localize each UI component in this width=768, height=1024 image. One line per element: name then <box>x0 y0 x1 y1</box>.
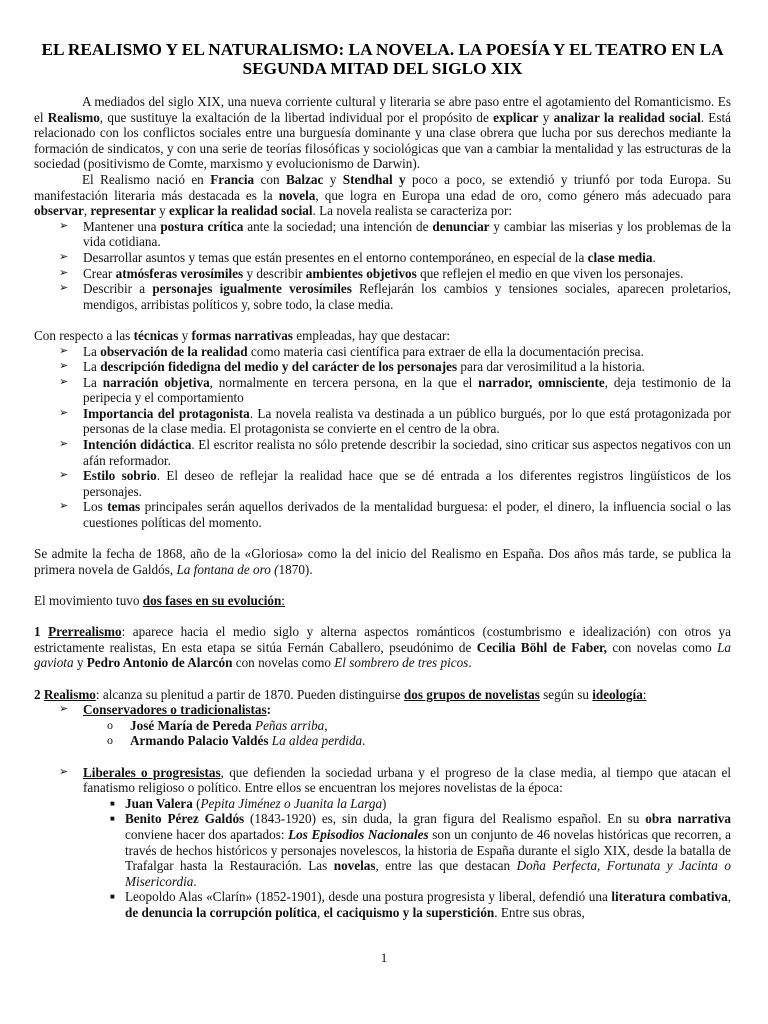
text: , <box>83 203 91 219</box>
italic-title: El sombrero de tres picos <box>334 655 469 671</box>
text: conviene hacer dos apartados: <box>125 826 289 842</box>
arrow-bullet-icon: ➢ <box>59 282 69 295</box>
list-item <box>34 281 731 312</box>
text: : <box>281 593 285 608</box>
text: que reflejen el medio en que viven los personajes. <box>416 265 684 281</box>
text: y describir <box>243 265 306 281</box>
italic-title: La gaviota <box>34 639 731 671</box>
phases-paragraph <box>34 593 731 609</box>
text: , <box>727 889 731 905</box>
text: son un conjunto de 46 novelas históricas que recorren, a través de hechos históricos y personajes novelescos, la historia de España durante el siglo XIX, desde la batalla de Trafalgar hasta la Restauración. Las <box>125 826 731 874</box>
text: , entre las que destacan <box>375 858 517 874</box>
conservative-authors-list <box>34 718 731 749</box>
text: principales serán aquellos derivados de la mentalidad burguesa: el poder, el dinero, la influencia social o las cuestiones políticas del momento. <box>83 499 732 531</box>
text: : <box>266 702 272 718</box>
italic-title: La aldea perdida <box>268 733 363 749</box>
text: , deja testimonio de la peripecia y el comportamiento <box>83 374 731 406</box>
bold-term: obra narrativa <box>645 811 731 827</box>
bold-term: técnicas <box>133 327 179 343</box>
italic-title: Los Episodios Nacionales <box>288 826 429 842</box>
underlined-term: Liberales o progresistas <box>83 764 221 780</box>
text: según su <box>539 686 593 702</box>
bold-term: Realismo <box>47 109 100 125</box>
text: : <box>642 686 647 702</box>
text: como materia casi científica para extraer de ella la documentación precisa. <box>247 343 644 359</box>
text: . <box>362 733 366 749</box>
text: ( <box>192 795 201 811</box>
bold-term: descripción fidedigna del medio y del carácter de los personajes <box>100 359 458 375</box>
section-number: 1 <box>34 624 49 640</box>
text: . El escritor realista no sólo pretende describir la sociedad, sino criticar sus aspectos negativos con un afán reformador. <box>83 437 731 468</box>
list-item <box>34 406 731 437</box>
underlined-term: Prerrealismo <box>48 624 122 640</box>
bold-term: Cecilia Böhl de Faber, <box>476 639 607 655</box>
bold-term: Intención didáctica <box>83 437 192 453</box>
text: poco a poco, se extendió y triunfó por toda Europa. Su manifestación literaria más destacada es la <box>34 171 732 203</box>
text: (1843-1920) es, sin duda, la gran figura del Realismo español. En su <box>244 811 646 827</box>
text: Reflejarán los cambios y tensiones sociales, aparecen proletarios, mendigos, arribistas políticos y, sobre todo, la clase media. <box>83 281 731 312</box>
list-item <box>34 889 731 920</box>
text: con novelas como <box>606 639 718 655</box>
bold-term: ambientes objetivos <box>305 265 417 281</box>
text: La <box>83 343 101 359</box>
arrow-bullet-icon: ➢ <box>59 438 69 451</box>
techniques-list <box>34 344 731 531</box>
bold-term: Francia <box>210 171 255 187</box>
list-item <box>34 437 731 468</box>
page-number: 1 <box>380 950 388 965</box>
document-title: EL REALISMO Y EL NATURALISMO: LA NOVELA. LA POESÍA Y EL TEATRO EN LA SEGUNDA MITAD DEL SIGLO XIX <box>41 40 724 78</box>
text: La <box>83 374 103 390</box>
text: Desarrollar asuntos y temas que están presentes en el entorno contemporáneo, en especial de la <box>83 249 588 265</box>
square-bullet-icon: ■ <box>110 814 115 824</box>
arrow-bullet-icon: ➢ <box>59 765 69 778</box>
italic-title: La fontana de oro ( <box>176 561 279 577</box>
list-item <box>34 811 731 889</box>
arrow-bullet-icon: ➢ <box>59 219 69 232</box>
bold-term: Stendhal y <box>342 171 406 187</box>
text: 1870). <box>278 561 313 577</box>
date-paragraph <box>34 546 731 577</box>
text: . La novela realista se caracteriza por: <box>312 203 513 219</box>
text: y <box>323 171 343 187</box>
list-item <box>34 375 731 406</box>
arrow-bullet-icon: ➢ <box>59 469 69 482</box>
text: El Realismo nació en <box>82 171 211 187</box>
bold-term: representar <box>90 203 156 219</box>
text: : alcanza su plenitud a partir de 1870. Pueden distinguirse <box>95 686 404 702</box>
text: y cambiar las miserias y los problemas de la vida cotidiana. <box>83 218 732 250</box>
liberal-group <box>34 765 731 796</box>
text: Con respecto a las <box>34 327 134 343</box>
list-item <box>34 359 731 375</box>
underlined-term: Realismo <box>43 686 96 702</box>
text: ante la sociedad; una intención de <box>243 218 433 234</box>
intro-paragraph <box>34 94 731 172</box>
bold-term: el caciquismo y la superstición <box>323 904 495 920</box>
spacer <box>34 749 731 765</box>
underlined-term: dos fases en su evolución <box>142 593 282 608</box>
bold-term: de denuncia la corrupción política <box>125 904 317 920</box>
bold-term: Balzac <box>286 171 324 187</box>
list-item <box>34 250 731 266</box>
bold-term: explicar la realidad social <box>169 203 313 219</box>
techniques-intro <box>34 328 731 344</box>
arrow-bullet-icon: ➢ <box>59 344 69 357</box>
bold-term: denunciar <box>432 218 490 234</box>
underlined-term: Conservadores o tradicionalistas <box>83 702 267 718</box>
text: . Está relacionado con los conflictos sociales entre una burguesía dominante y una clase obrera que lucha por sus derechos mediante la formación de sindicatos, y con una serie de teorías filosóficas y sociológicas que van a cambiar la mentalidad y las estructuras de la sociedad (positivismo de Comte, marxismo y evolucionismo de Darwin). <box>34 109 732 172</box>
text: , que logra en Europa una edad de oro, como género más adecuado para <box>315 187 731 203</box>
bold-term: observación de la realidad <box>100 343 248 359</box>
text: Mantener una <box>83 218 161 234</box>
bold-term: explicar <box>493 109 539 125</box>
conservative-group <box>34 702 731 718</box>
italic-title: Peñas arriba <box>251 717 325 733</box>
spacer <box>34 609 731 625</box>
text: y <box>178 327 192 343</box>
text: y <box>155 203 170 219</box>
bold-term: Estilo sobrio <box>83 468 157 484</box>
arrow-bullet-icon: ➢ <box>59 703 69 716</box>
arrow-bullet-icon: ➢ <box>59 406 69 419</box>
text: . <box>468 655 472 671</box>
list-item <box>34 468 731 499</box>
spacer <box>34 531 731 547</box>
arrow-bullet-icon: ➢ <box>59 500 69 513</box>
text: y <box>538 109 554 125</box>
text: . <box>652 249 656 265</box>
bold-term: formas narrativas <box>191 327 293 343</box>
bold-term: atmósferas verosímiles <box>115 265 244 281</box>
bold-term: observar <box>34 203 84 219</box>
realism-paragraph <box>34 687 731 703</box>
section-number: 2 <box>34 686 44 702</box>
liberal-authors-list <box>34 796 731 921</box>
text: empleadas, hay que destacar: <box>292 327 451 343</box>
bold-term: narrador, omnisciente <box>478 374 605 390</box>
text: Crear <box>83 265 116 281</box>
document-page <box>34 40 731 920</box>
characteristics-list <box>34 219 731 313</box>
circle-bullet-icon: o <box>107 733 113 748</box>
arrow-bullet-icon: ➢ <box>59 266 69 279</box>
text: Leopoldo Alas «Clarín» (1852-1901), desde una postura progresista y liberal, defendió una <box>125 889 612 905</box>
text: . La novela realista va destinada a un público burgués, por lo que está protagonizada por personas de la clase media. El protagonista se convierte en el centro de la obra. <box>83 405 731 437</box>
bold-term: Pedro Antonio de Alarcón <box>86 655 233 671</box>
author-name: Benito Pérez Galdós <box>125 811 245 827</box>
text: con novelas como <box>232 655 335 671</box>
spacer <box>34 671 731 687</box>
text: Los <box>83 499 108 515</box>
prerealism-paragraph <box>34 624 731 671</box>
italic-title: Pepita Jiménez o Juanita la Larga <box>200 795 383 811</box>
text: , <box>324 717 328 733</box>
text: . Entre sus obras, <box>494 904 585 920</box>
text: Se admite la fecha de 1868, año de la «Gloriosa» como la del inicio del Realismo en España. Dos años más tarde, se publica la primera novela de Galdós, <box>34 546 731 577</box>
list-item <box>34 733 731 749</box>
text: , <box>316 904 324 920</box>
text: , que sustituye la exaltación de la libertad individual por el propósito de <box>99 109 494 125</box>
list-item <box>34 765 731 796</box>
spacer <box>34 577 731 593</box>
arrow-bullet-icon: ➢ <box>59 360 69 373</box>
text: El movimiento tuvo <box>34 593 143 608</box>
author-name: José María de Pereda <box>130 717 252 733</box>
italic-title: Doña Perfecta, Fortunata y Jacinta o Misericordia <box>125 858 731 889</box>
bold-term: analizar la realidad social <box>553 109 701 125</box>
list-item <box>34 499 731 530</box>
bold-term: temas <box>107 499 141 515</box>
underlined-term: ideología <box>592 686 643 702</box>
text: , que defienden la sociedad urbana y el progreso de la clase media, al tiempo que atacan el fanatismo religioso o político. Entre ellos se encuentran los mejores novelistas de la época: <box>83 764 731 796</box>
bold-term: narración objetiva <box>102 374 210 390</box>
text: para dar verosimilitud a la historia. <box>457 359 645 375</box>
text: . <box>193 873 197 889</box>
list-item <box>34 344 731 360</box>
list-item <box>34 219 731 250</box>
arrow-bullet-icon: ➢ <box>59 375 69 388</box>
text: La <box>83 359 101 375</box>
underlined-term: dos grupos de novelistas <box>403 686 540 702</box>
text: y <box>73 655 87 671</box>
realism-origin-paragraph <box>34 172 731 219</box>
list-item <box>34 718 731 734</box>
text: con <box>254 171 286 187</box>
author-name: Juan Valera <box>125 795 193 811</box>
list-item <box>34 796 731 812</box>
text: : aparece hacia el medio siglo y alterna aspectos románticos (costumbrismo e idealización) con otros ya estrictamente realistas, En esta etapa se sitúa Fernán Caballero, pseudónimo de <box>34 624 732 655</box>
circle-bullet-icon: o <box>107 717 113 732</box>
text: Describir a <box>83 281 153 297</box>
square-bullet-icon: ■ <box>110 892 115 902</box>
author-name: Armando Palacio Valdés <box>130 733 269 749</box>
arrow-bullet-icon: ➢ <box>59 250 69 263</box>
bold-term: Importancia del protagonista <box>83 405 250 421</box>
text: , normalmente en tercera persona, en la que el <box>209 374 479 390</box>
bold-term: novela <box>278 187 316 203</box>
bold-term: novelas <box>333 858 376 874</box>
list-item <box>34 702 731 718</box>
bold-term: personajes igualmente verosímiles <box>152 281 352 297</box>
text: ) <box>382 795 387 811</box>
text: A mediados del siglo XIX, una nueva corriente cultural y literaria se abre paso entre el agotamiento del Romanticismo. Es el <box>34 94 731 125</box>
square-bullet-icon: ■ <box>110 798 115 808</box>
text: . El deseo de reflejar la realidad hace que se dé entrada a los diferentes registros lingüísticos de los personajes. <box>83 468 731 499</box>
bold-term: postura crítica <box>160 218 244 234</box>
list-item <box>34 266 731 282</box>
bold-term: clase media <box>587 249 653 265</box>
spacer <box>34 312 731 328</box>
bold-term: literatura combativa <box>611 889 728 905</box>
